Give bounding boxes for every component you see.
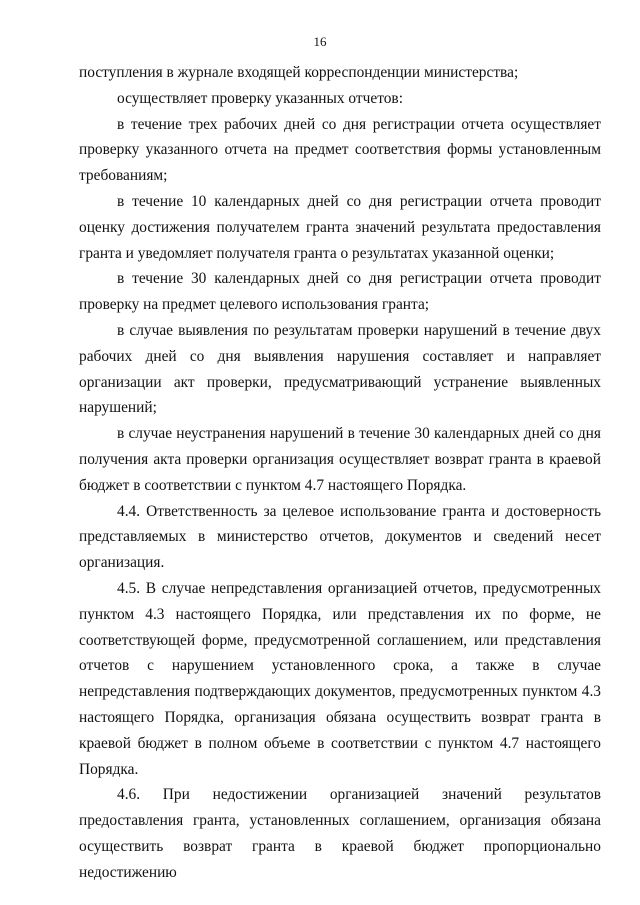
paragraph-violations: в случае выявления по результатам проверки нарушений в течение двух рабочих дней со дня выявления нарушения составляет и направляет организации акт проверки, предусматривающий устранение выявленных нарушений;	[79, 321, 601, 417]
paragraph-4-6: 4.6. При недостижении организацией значений результатов предоставления гранта, установленных соглашением, организация обязана осуществить возврат гранта в краевой бюджет пропорционально недостижению	[79, 786, 601, 881]
paragraph-three-days: в течение трех рабочих дней со дня регистрации отчета осуществляет проверку указанного отчета на предмет соответствия формы установленным требованиям;	[79, 115, 601, 185]
page-number: 16	[313, 34, 327, 49]
paragraph-thirty-days: в течение 30 календарных дней со дня регистрации отчета проводит проверку на предмет целевого использования гранта;	[79, 270, 601, 314]
paragraph-continuation: поступления в журнале входящей корреспонденции министерства;	[79, 64, 519, 81]
document-body	[79, 60, 601, 886]
paragraph-ten-days: в течение 10 календарных дней со дня регистрации отчета проводит оценку достижения получателем гранта значений результата предоставления гранта и уведомляет получателя гранта о результатах указанной оценки;	[79, 192, 601, 262]
paragraph-verification-intro: осуществляет проверку указанных отчетов:	[117, 89, 403, 107]
paragraph-4-4: 4.4. Ответственность за целевое использование гранта и достоверность представляемых в министерство отчетов, документов и сведений несет организация.	[79, 502, 601, 572]
paragraph-4-5: 4.5. В случае непредставления организацией отчетов, предусмотренных пунктом 4.3 настоящего Порядка, или представления их по форме, не соответствующей форме, предусмотренной соглашением, или представления отчетов с нарушением установленного срока, а также в случае непредставления подтверждающих документов, предусмотренных пунктом 4.3 настоящего Порядка, организация обязана осуществить возврат гранта в краевой бюджет в полном объеме в соответствии с пунктом 4.7 настоящего Порядка.	[79, 579, 601, 778]
paragraph-non-elimination: в случае неустранения нарушений в течение 30 календарных дней со дня получения акта проверки организация осуществляет возврат гранта в краевой бюджет в соответствии с пунктом 4.7 настоящего Порядка.	[79, 425, 601, 494]
